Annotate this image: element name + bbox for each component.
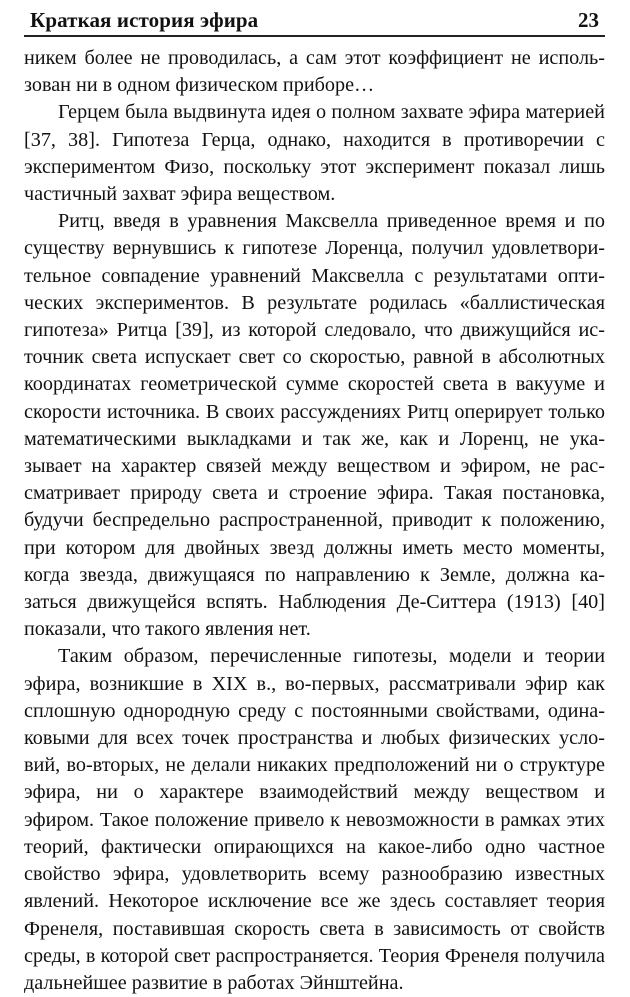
running-title: Краткая история эфира <box>30 8 259 32</box>
paragraph-summary: Таким образом, перечисленные гипотезы, модели и теории эфира, возникшие в XIX в., во-первых, рассматривали эфир как сплошную однородную среду с постоянными свойствами, одинаковыми для всех точек пространства и любых физических условий, во-вторых, не делали никаких предположений ни о структуре эфира, ни о характере взаимодействий между веществом и эфиром. Такое положение привело к невозможности в рамках этих теорий, фактически опирающихся на какое-либо одно частное свойство эфира, удовлетворить всему разнообразию известных явлений. Некоторое исключение все же здесь составляет теория Френеля, поставившая скорость света в зависимость от свойств среды, в которой свет распространяется. Теория Френеля получила дальнейшее развитие в работах Эйнштейна. <box>24 645 605 994</box>
page-number: 23 <box>578 8 599 32</box>
body-text <box>24 45 605 997</box>
paragraph-continuation: никем более не проводилась, а сам этот коэффициент не использован ни в одном физическом приборе… <box>24 47 605 97</box>
paragraph-ritz: Ритц, введя в уравнения Максвелла приведенное время и по существу вернувшись к гипотезе Лоренца, получил удовлетворительное совпадение уравнений Максвелла с результатами оптических экспериментов. В результате родилась «баллистическая гипотеза» Ритца [39], из которой следовало, что движущийся источник света испускает свет со скоростью, равной в абсолютных координатах геометрической сумме скоростей света в вакууме и скорости источника. В своих рассуждениях Ритц оперирует только математическими выкладками и так же, как и Лоренц, не указывает на характер связей между веществом и эфиром, не рассматривает природу света и строение эфира. Такая постановка, будучи беспредельно распространенной, приводит к положению, при котором для двойных звезд должны иметь место моменты, когда звезда, движущаяся по направлению к Земле, должна казаться движущейся вспять. Наблюдения Де-Ситтера (1913) [40] показали, что такого явления нет. <box>24 210 605 641</box>
running-header <box>24 0 605 37</box>
paragraph-hertz: Герцем была выдвинута идея о полном захвате эфира материей [37, 38]. Гипотеза Герца, однако, находится в противоречии с экспериментом Физо, поскольку этот эксперимент показал лишь частичный захват эфира веществом. <box>24 101 605 206</box>
